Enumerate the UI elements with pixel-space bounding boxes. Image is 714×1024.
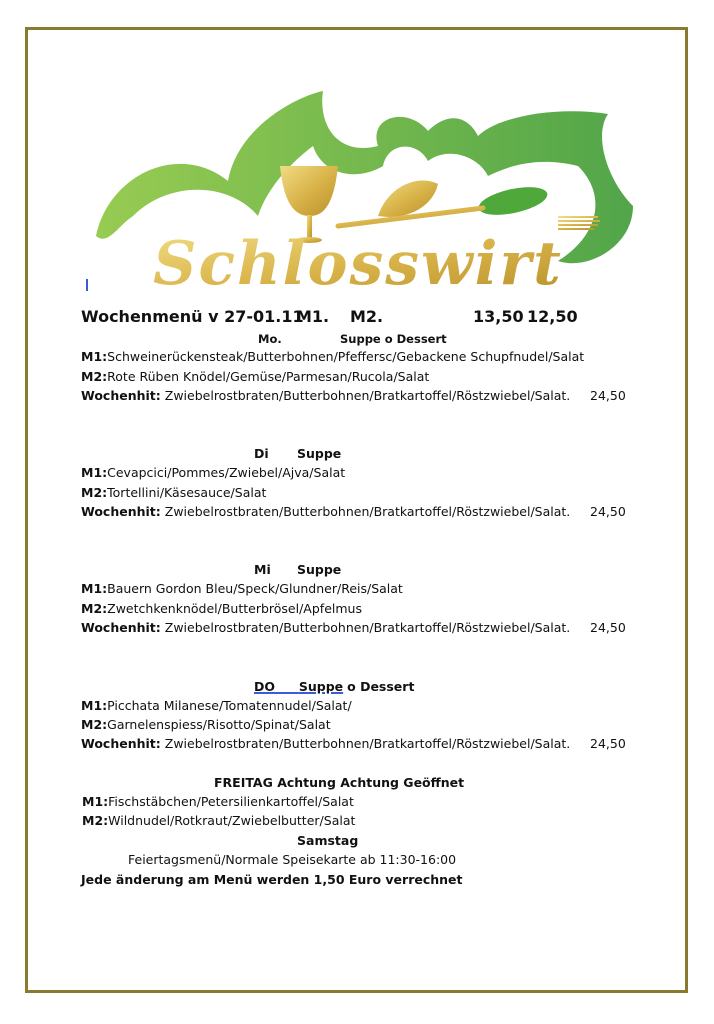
thursday-m1-line: [81, 698, 352, 714]
day-wednesday: Mi: [254, 562, 271, 577]
m2-key: M2:: [81, 369, 108, 384]
monday-m2-line: [81, 369, 429, 385]
thursday-extra: Suppe: [298, 679, 344, 694]
monday-m2: Rote Rüben Knödel/Gemüse/Parmesan/Rucola/Salat: [107, 369, 430, 384]
tuesday-m2: Tortellini/Käsesauce/Salat: [107, 485, 267, 500]
saturday-note: Feiertagsmenü/Normale Speisekarte ab 11:30-16:00: [128, 852, 457, 867]
wednesday-m1-line: [81, 581, 403, 597]
wednesday-hit-line: [81, 620, 570, 636]
wednesday-extra: Suppe: [297, 562, 342, 577]
logo-graphic: [88, 86, 638, 299]
saturday-heading: Samstag: [297, 833, 359, 848]
thursday-hit-price: 24,50: [590, 736, 626, 751]
logo-wordmark: Schlosswirt: [153, 229, 563, 299]
thursday-m2-line: [81, 717, 331, 733]
m1-key: M1:: [81, 581, 108, 596]
m1-key: M1:: [81, 698, 108, 713]
m2-column-label: M2.: [350, 307, 384, 326]
friday-heading: FREITAG Achtung Achtung Geöffnet: [214, 775, 465, 790]
m1-key: M1:: [82, 794, 109, 809]
wochenhit-key: Wochenhit:: [81, 620, 161, 635]
m2-key: M2:: [81, 485, 108, 500]
m1-key: M1:: [81, 465, 108, 480]
wednesday-m2: Zwetchkenknödel/Butterbrösel/Apfelmus: [107, 601, 362, 616]
monday-m1-line: [81, 349, 584, 365]
monday-extra: Suppe o Dessert: [340, 332, 447, 346]
thursday-hit-line: [81, 736, 570, 752]
schlosswirt-logo: [88, 86, 638, 299]
monday-hit-price: 24,50: [590, 388, 626, 403]
thursday-heading: [254, 679, 414, 695]
friday-m2-line: [82, 813, 355, 829]
wednesday-hit-price: 24,50: [590, 620, 626, 635]
thursday-m2: Garnelenspiess/Risotto/Spinat/Salat: [107, 717, 331, 732]
day-thursday: DO: [254, 679, 276, 694]
m1-key: M1:: [81, 349, 108, 364]
day-monday: Mo.: [258, 332, 282, 346]
tuesday-m1: Cevapcici/Pommes/Zwiebel/Ajva/Salat: [107, 465, 346, 480]
thursday-extra-tail: o Dessert: [347, 679, 415, 694]
tuesday-hit-line: [81, 504, 570, 520]
m2-key: M2:: [81, 717, 108, 732]
text-cursor: [86, 279, 88, 291]
tuesday-extra: Suppe: [297, 446, 342, 461]
menu-title: Wochenmenü v 27-01.11: [81, 307, 304, 326]
friday-m1-line: [82, 794, 354, 810]
m2-price: 12,50: [527, 307, 578, 326]
wochenhit-key: Wochenhit:: [81, 736, 161, 751]
thursday-m1: Picchata Milanese/Tomatennudel/Salat/: [107, 698, 352, 713]
tuesday-hit: Zwiebelrostbraten/Butterbohnen/Bratkartoffel/Röstzwiebel/Salat.: [164, 504, 571, 519]
monday-hit: Zwiebelrostbraten/Butterbohnen/Bratkartoffel/Röstzwiebel/Salat.: [164, 388, 571, 403]
m1-price: 13,50: [473, 307, 524, 326]
monday-m1: Schweinerückensteak/Butterbohnen/Pfeffersc/Gebackene Schupfnudel/Salat: [107, 349, 585, 364]
m1-column-label: M1.: [296, 307, 330, 326]
m2-key: M2:: [82, 813, 109, 828]
wochenhit-key: Wochenhit:: [81, 504, 161, 519]
wednesday-m1: Bauern Gordon Bleu/Speck/Glundner/Reis/Salat: [107, 581, 403, 596]
wochenhit-key: Wochenhit:: [81, 388, 161, 403]
thursday-hit: Zwiebelrostbraten/Butterbohnen/Bratkartoffel/Röstzwiebel/Salat.: [164, 736, 571, 751]
wednesday-hit: Zwiebelrostbraten/Butterbohnen/Bratkartoffel/Röstzwiebel/Salat.: [164, 620, 571, 635]
friday-m2: Wildnudel/Rotkraut/Zwiebelbutter/Salat: [108, 813, 356, 828]
monday-hit-line: [81, 388, 570, 404]
tuesday-hit-price: 24,50: [590, 504, 626, 519]
wednesday-m2-line: [81, 601, 362, 617]
m2-key: M2:: [81, 601, 108, 616]
price-change-notice: Jede änderung am Menü werden 1,50 Euro verrechnet: [81, 872, 463, 887]
tuesday-m1-line: [81, 465, 345, 481]
friday-m1: Fischstäbchen/Petersilienkartoffel/Salat: [108, 794, 354, 809]
tuesday-m2-line: [81, 485, 266, 501]
day-tuesday: Di: [254, 446, 269, 461]
